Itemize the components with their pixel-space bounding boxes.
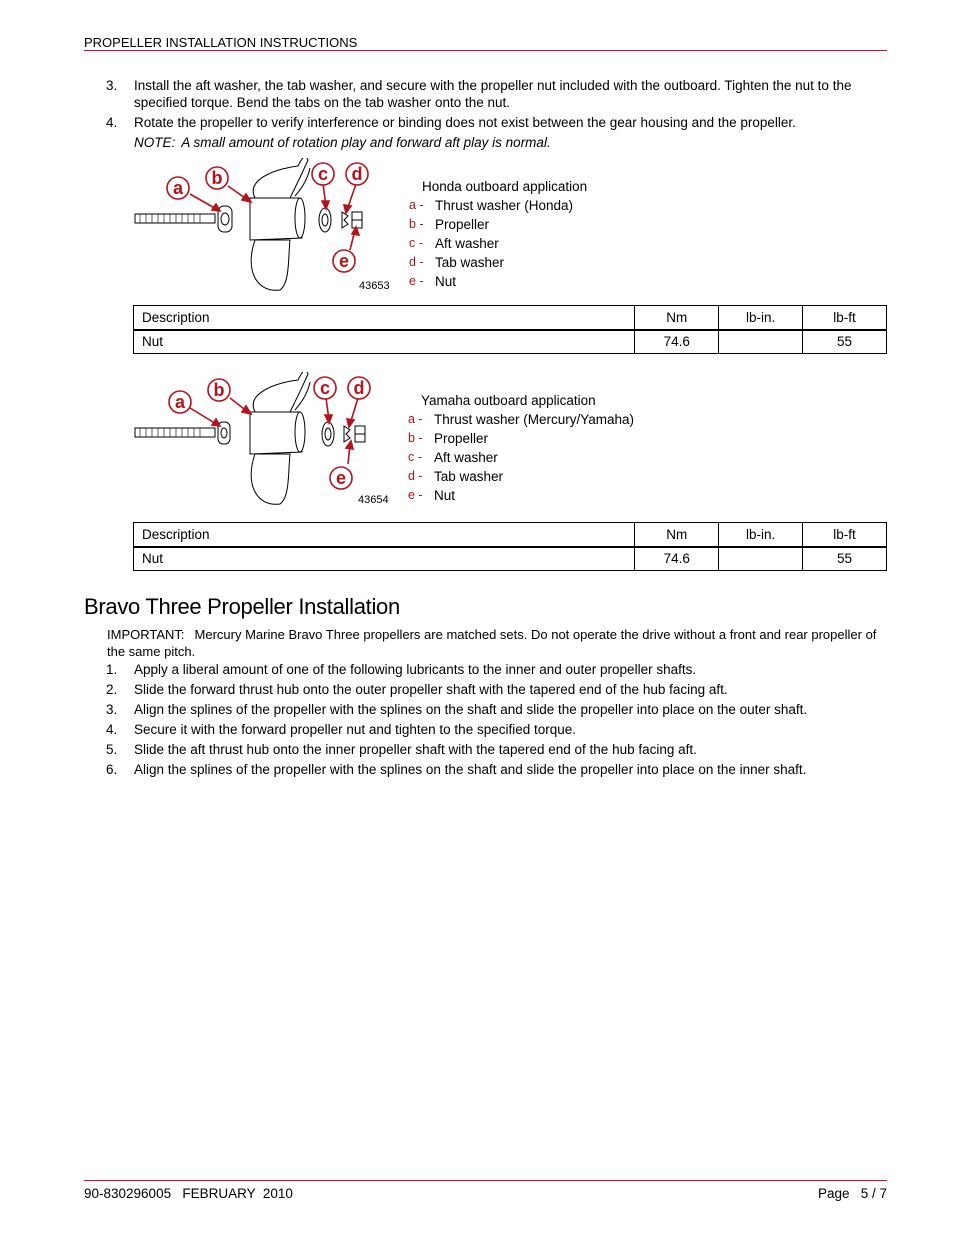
honda-propeller-illustration: [130, 158, 400, 298]
header-rule: [84, 50, 887, 51]
note: [134, 135, 551, 150]
legend-title: Yamaha outboard application: [421, 393, 596, 408]
callout-e: e: [338, 251, 350, 271]
important-text: Mercury Marine Bravo Three propellers are matched sets. Do not operate the drive without a front and rear propeller of the same pitch.: [107, 627, 877, 659]
step-text: Rotate the propeller to verify interference or binding does not exist between the gear housing and the propeller.: [134, 115, 796, 130]
step-number: 4.: [106, 115, 118, 130]
table-header: lb-ft: [803, 523, 887, 547]
table-header-row: [134, 306, 887, 330]
callout-e: e: [335, 468, 347, 488]
table-header: Description: [134, 306, 635, 330]
table-header-row: [134, 523, 887, 547]
table-cell: Nut: [134, 547, 635, 571]
step-number: 3.: [106, 78, 118, 93]
legend-item: e - Nut: [408, 488, 456, 503]
footer-document-number: 90-830296005 FEBRUARY 2010: [84, 1186, 293, 1201]
important-notice: [107, 626, 887, 660]
table-cell: [719, 330, 803, 354]
callout-a: a: [174, 392, 186, 412]
step-text: Slide the aft thrust hub onto the inner propeller shaft with the tapered end of the hub facing aft.: [134, 742, 697, 757]
step-text: Apply a liberal amount of one of the following lubricants to the inner and outer propeller shafts.: [134, 662, 697, 677]
table-row: [134, 330, 887, 354]
table-row: [134, 547, 887, 571]
step-number: 3.: [106, 702, 118, 717]
callout-b: b: [211, 168, 223, 188]
step-text: Align the splines of the propeller with the splines on the shaft and slide the propeller into place on the inner shaft.: [134, 762, 807, 777]
footer-page-number: Page 5 / 7: [817, 1186, 887, 1201]
callout-a: a: [172, 178, 184, 198]
callout-c: c: [317, 164, 329, 184]
step-text: Secure it with the forward propeller nut and tighten to the specified torque.: [134, 722, 577, 737]
table-cell: [719, 547, 803, 571]
legend-item: c - Aft washer: [409, 236, 499, 251]
legend-item: d - Tab washer: [409, 255, 505, 270]
table-header: Nm: [635, 523, 719, 547]
step-text: Slide the forward thrust hub onto the outer propeller shaft with the tapered end of the hub facing aft.: [134, 682, 728, 697]
table-cell: Nut: [134, 330, 635, 354]
table-cell: 55: [803, 547, 887, 571]
table-header: Nm: [635, 306, 719, 330]
important-label: IMPORTANT:: [107, 627, 185, 642]
legend-item: b - Propeller: [409, 217, 490, 232]
table-cell: 55: [803, 330, 887, 354]
footer-rule: [84, 1180, 887, 1181]
step-number: 1.: [106, 662, 118, 677]
honda-legend: [409, 177, 587, 291]
step-text: Align the splines of the propeller with the splines on the shaft and slide the propeller into place on the outer shaft.: [134, 702, 808, 717]
legend-item: e - Nut: [409, 274, 457, 289]
legend-item: a - Thrust washer (Mercury/Yamaha): [408, 412, 635, 427]
table-header: lb-in.: [719, 523, 803, 547]
step-number: 2.: [106, 682, 118, 697]
figure-number: 43654: [358, 494, 389, 506]
table-header: lb-in.: [719, 306, 803, 330]
yamaha-propeller-illustration: [130, 372, 400, 512]
step-number: 4.: [106, 722, 118, 737]
table-header: Description: [134, 523, 635, 547]
step-text: Install the aft washer, the tab washer, and secure with the propeller nut included with the outboard. Tighten the nut to the specified torque. Bend the tabs on the tab washer onto the nut.: [134, 78, 852, 110]
legend-item: b - Propeller: [408, 431, 489, 446]
step-number: 5.: [106, 742, 118, 757]
callout-c: c: [319, 378, 331, 398]
yamaha-torque-table: [133, 522, 887, 571]
section-heading: Bravo Three Propeller Installation: [84, 594, 400, 619]
step-number: 6.: [106, 762, 118, 777]
legend-item: d - Tab washer: [408, 469, 504, 484]
table-cell: 74.6: [635, 330, 719, 354]
table-cell: 74.6: [635, 547, 719, 571]
callout-d: d: [351, 164, 363, 184]
callout-d: d: [353, 378, 365, 398]
honda-torque-table: [133, 305, 887, 354]
note-label: NOTE:: [134, 135, 176, 150]
legend-title: Honda outboard application: [422, 179, 588, 194]
figure-number: 43653: [359, 280, 390, 292]
yamaha-legend: [408, 391, 634, 505]
page-header-title: PROPELLER INSTALLATION INSTRUCTIONS: [84, 35, 358, 50]
note-text: A small amount of rotation play and forward aft play is normal.: [181, 135, 551, 150]
legend-item: c - Aft washer: [408, 450, 498, 465]
callout-b: b: [213, 380, 225, 400]
legend-item: a - Thrust washer (Honda): [409, 198, 574, 213]
table-header: lb-ft: [803, 306, 887, 330]
